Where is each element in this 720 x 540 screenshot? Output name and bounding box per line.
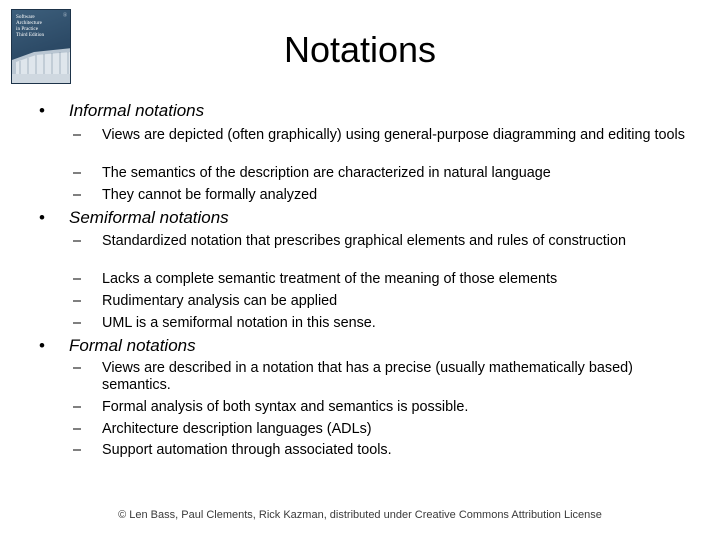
sub-bullet [73, 442, 693, 459]
bullet-formal-notations [39, 336, 196, 356]
sub-bullet-text: Views are depicted (often graphically) using general-purpose diagramming and editing tools [102, 127, 685, 143]
sub-bullet-text: Views are described in a notation that has a precise (usually mathematically based) semantics. [102, 360, 633, 393]
dash-marker: – [73, 360, 82, 376]
dash-marker: – [73, 271, 82, 287]
dash-marker: – [73, 127, 82, 143]
sub-bullet-text: Architecture description languages (ADLs) [102, 421, 372, 437]
bullet-marker: • [39, 336, 45, 355]
dash-marker: – [73, 233, 82, 249]
sub-bullet [73, 271, 693, 288]
sub-bullet-text: Standardized notation that prescribes graphical elements and rules of construction [102, 233, 626, 249]
sub-bullet [73, 399, 693, 416]
sub-bullet-text: Support automation through associated tools. [102, 442, 392, 458]
section-heading: Semiformal notations [69, 208, 229, 227]
dash-marker: – [73, 399, 82, 415]
sub-bullet [73, 315, 693, 332]
dash-marker: – [73, 187, 82, 203]
dash-marker: – [73, 315, 82, 331]
sub-bullet-text: Lacks a complete semantic treatment of the meaning of those elements [102, 271, 558, 287]
sub-bullet [73, 165, 693, 182]
sub-bullet-text: Formal analysis of both syntax and semantics is possible. [102, 399, 469, 415]
book-cover-author-band [12, 74, 70, 83]
dash-marker: – [73, 442, 82, 458]
book-cover-publisher-mark: Ⓐ [63, 12, 67, 17]
sub-bullet-text: The semantics of the description are characterized in natural language [102, 165, 551, 181]
copyright-footer: © Len Bass, Paul Clements, Rick Kazman, distributed under Creative Commons Attribution License [118, 509, 602, 521]
bullet-semiformal-notations [39, 208, 229, 228]
dash-marker: – [73, 293, 82, 309]
book-cover-title: Software Architecture in Practice Third Edition [16, 14, 45, 38]
sub-bullet [73, 187, 693, 204]
section-heading: Formal notations [69, 336, 196, 355]
sub-bullet [73, 421, 693, 438]
bullet-marker: • [39, 208, 45, 227]
sub-bullet [73, 127, 693, 144]
sub-bullet [73, 293, 693, 310]
sub-bullet [73, 233, 693, 250]
sub-bullet-text: UML is a semiformal notation in this sense. [102, 315, 376, 331]
sub-bullet-text: Rudimentary analysis can be applied [102, 293, 338, 309]
bullet-informal-notations [39, 101, 204, 121]
dash-marker: – [73, 421, 82, 437]
bullet-marker: • [39, 101, 45, 120]
section-heading: Informal notations [69, 101, 205, 120]
sub-bullet [73, 360, 693, 394]
dash-marker: – [73, 165, 82, 181]
slide-title: Notations [283, 29, 437, 70]
sub-bullet-text: They cannot be formally analyzed [102, 187, 318, 203]
